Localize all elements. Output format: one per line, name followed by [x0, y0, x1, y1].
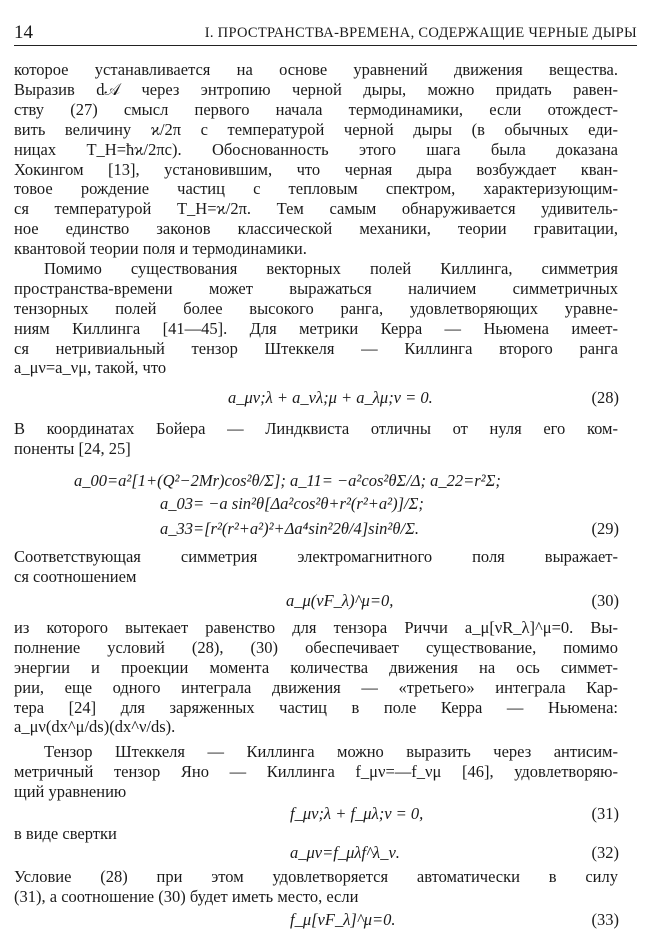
page-number: 14 [14, 22, 33, 43]
text-line: в виде свертки [14, 824, 117, 844]
text-line: Условие (28) при этом удовлетворяется автоматически в силу [14, 866, 618, 886]
text-line: метричный тензор Яно — Киллинга f_μν=—f_νμ [46], удовлетворяю- [14, 761, 618, 781]
equation-30: a_μ(νF_λ)^μ=0, [286, 590, 394, 610]
text-line: ницах T_H=ħϰ/2πc). Обоснованность этого шага была доказана [14, 139, 618, 159]
equation-29-line-2: a_03= −a sin²θ[Δa²cos²θ+r²(r²+a²)]/Σ; [160, 494, 424, 513]
equation-32: a_μν=f_μλf^λ_ν. [290, 843, 400, 863]
text-line: ся соотношением [14, 567, 137, 587]
equation-number-33: (33) [591, 910, 619, 929]
running-title: I. ПРОСТРАНСТВА-ВРЕМЕНА, СОДЕРЖАЩИЕ ЧЕРНЫЕ ДЫРЫ [204, 25, 637, 41]
equation-33: f_μ[νF_λ]^μ=0. [290, 910, 396, 929]
text-line: ся температурой T_H=ϰ/2π. Тем самым обнаруживается удивитель- [14, 199, 618, 219]
equation-29-line-1: a_00=a²[1+(Q²−2Mr)cos²θ/Σ]; a_11= −a²cos²θΣ/Δ; a_22=r²Σ; [74, 470, 501, 490]
text-line: вить величину ϰ/2π с температурой черной дыры (в обычных еди- [14, 119, 618, 139]
text-line: товое рождение частиц с тепловым спектром, характеризующим- [14, 179, 618, 199]
equation-number-28: (28) [591, 388, 619, 408]
text-line: квантовой теории поля и термодинамики. [14, 239, 307, 258]
text-line: Соответствующая симметрия электромагнитного поля выражает- [14, 547, 618, 567]
text-line: тера [24] для заряженных частиц в поле Керра — Ньюмена: [14, 697, 618, 717]
text-line: ное единство законов классической механики, теории гравитации, [14, 219, 618, 239]
text-line: Хокингом [13], установившим, что черная дыра возбуждает кван- [14, 159, 618, 179]
text-line: из которого вытекает равенство для тензора Риччи a_μ[νR_λ]^μ=0. Вы- [14, 617, 618, 637]
text-line: Тензор Штеккеля — Киллинга можно выразить через антисим- [44, 741, 618, 761]
text-line: a_μν=a_νμ, такой, что [14, 358, 167, 378]
equation-number-30: (30) [591, 590, 619, 610]
text-line: ниям Киллинга [41—45]. Для метрики Керра — Ньюмена имеет- [14, 318, 618, 338]
text-line: В координатах Бойера — Линдквиста отличны от нуля его ком- [14, 419, 618, 438]
header-rule [14, 45, 637, 46]
equation-31: f_μν;λ + f_μλ;ν = 0, [290, 804, 424, 824]
text-line: пространства-времени может выражаться наличием симметричных [14, 278, 618, 298]
text-line: тензорных полей более высокого ранга, удовлетворяющих уравне- [14, 298, 618, 318]
text-line: поненты [24, 25] [14, 438, 131, 458]
text-line: щий уравнению [14, 781, 127, 801]
equation-number-31: (31) [591, 804, 619, 824]
equation-number-29: (29) [591, 519, 619, 539]
equation-28: a_μν;λ + a_νλ;μ + a_λμ;ν = 0. [228, 388, 433, 408]
text-line: Помимо существования векторных полей Киллинга, симметрия [44, 258, 618, 278]
text-line: ству (27) смысл первого начала термодинамики, если отождест- [14, 99, 618, 119]
text-line: ся нетривиальный тензор Штеккеля — Киллинга второго ранга [14, 338, 618, 358]
equation-number-32: (32) [591, 843, 619, 863]
text-line: (31), а соотношение (30) будет иметь место, если [14, 886, 359, 906]
text-line: Выразив d𝒜 через энтропию черной дыры, можно придать равен- [14, 79, 618, 99]
text-line: рии, еще одного интеграла движения — «третьего» интеграла Кар- [14, 677, 618, 697]
text-line: которое устанавливается на основе уравнений движения вещества. [14, 60, 618, 79]
text-line: полнение условий (28), (30) обеспечивает существование, помимо [14, 637, 618, 657]
text-line: энергии и проекции момента количества движения на ось симмет- [14, 657, 618, 677]
text-line: a_μν(dx^μ/ds)(dx^ν/ds). [14, 717, 176, 737]
running-header [14, 20, 637, 46]
equation-29-line-3: a_33=[r²(r²+a²)²+Δa⁴sin²2θ/4]sin²θ/Σ. [160, 519, 419, 539]
